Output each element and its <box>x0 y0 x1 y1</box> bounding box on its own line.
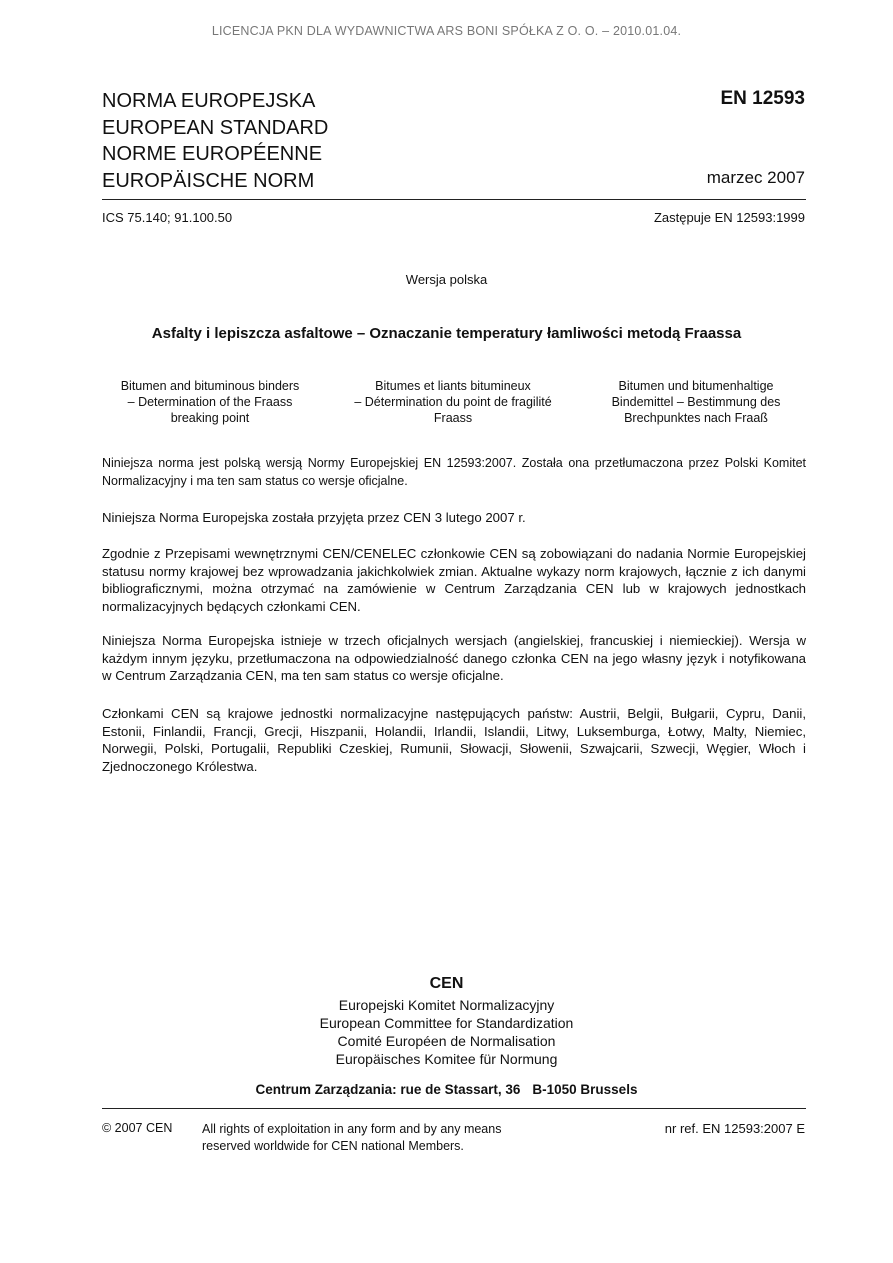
standard-name-fr: NORME EUROPÉENNE <box>102 143 323 165</box>
ics-codes: ICS 75.140; 91.100.50 <box>102 210 233 225</box>
paragraph-official-versions: Niniejsza Norma Europejska istnieje w trzech oficjalnych wersjach (angielskiej, francuskiej i niemieckiej). Wersja w każdym innym języku, przetłumaczona na odpowiedzialność danego członka CEN na jego własny język i notyfikowana w Centrum Zarządzania CEN, ma ten sam status co wersje oficjalne. <box>102 633 806 683</box>
paragraph-translation-note: Niniejsza norma jest polską wersją Normy Europejskiej EN 12593:2007. Została ona przetłumaczona przez Polski Komitet Normalizacyjny i ma ten sam status co wersje oficjalne. <box>102 456 806 488</box>
title-french <box>353 378 553 426</box>
cen-name-fr: Comité Européen de Normalisation <box>337 1033 556 1049</box>
title-fr-line: – Détermination du point de fragilité <box>354 395 552 409</box>
paragraph-approval: Niniejsza Norma Europejska została przyjęta przez CEN 3 lutego 2007 r. <box>102 510 526 525</box>
document-title: Asfalty i lepiszcza asfaltowe – Oznaczanie temperatury łamliwości metodą Fraassa <box>151 325 742 342</box>
cen-block <box>0 975 893 1068</box>
copyright: © 2007 CEN <box>102 1121 173 1135</box>
title-en-line: breaking point <box>170 411 250 425</box>
standard-number: EN 12593 <box>720 88 805 109</box>
title-de-line: Brechpunktes nach Fraaß <box>624 411 768 425</box>
license-banner: LICENCJA PKN DLA WYDAWNICTWA ARS BONI SPÓŁKA Z O. O. – 2010.01.04. <box>211 24 682 38</box>
cen-title: CEN <box>429 975 464 992</box>
title-english <box>110 378 310 426</box>
header-divider <box>102 199 806 200</box>
rights-notice <box>202 1121 542 1155</box>
paragraph-members: Członkami CEN są krajowe jednostki normalizacyjne następujących państw: Austrii, Belgii, Bułgarii, Cypru, Danii, Estonii, Finlandii, Francji, Grecji, Hiszpanii, Holandii, Irlandii, Islandii, Litwy, Luksemburga, Łotwy, Malty, Niemiec, Norwegii, Polski, Portugalii, Republiki Czeskiej, Rumunii, Słowacji, Słowenii, Szwajcarii, Szwecji, Węgier, Włoch i Zjednoczonego Królestwa. <box>102 706 806 774</box>
cen-name-en: European Committee for Standardization <box>319 1015 574 1031</box>
title-en-line: Bitumen and bituminous binders <box>120 379 300 393</box>
title-fr-line: Fraass <box>433 411 473 425</box>
title-de-line: Bindemittel – Bestimmung des <box>611 395 781 409</box>
version-label: Wersja polska <box>405 272 488 287</box>
address-city: B-1050 Brussels <box>532 1082 638 1097</box>
cen-address <box>0 1082 893 1097</box>
standard-name-de: EUROPÄISCHE NORM <box>102 169 315 192</box>
standard-name-en: EUROPEAN STANDARD <box>102 116 329 139</box>
title-de-line: Bitumen und bitumenhaltige <box>618 379 774 393</box>
title-fr-line: Bitumes et liants bitumineux <box>375 379 531 393</box>
address-street: Centrum Zarządzania: rue de Stassart, 36 <box>255 1082 521 1097</box>
publication-date: marzec 2007 <box>706 168 805 187</box>
rights-line: All rights of exploitation in any form and by any means <box>202 1122 502 1136</box>
title-en-line: – Determination of the Fraass <box>127 395 293 409</box>
cen-name-pl: Europejski Komitet Normalizacyjny <box>338 997 555 1013</box>
rights-line: reserved worldwide for CEN national Members. <box>202 1139 464 1153</box>
reference-number: nr ref. EN 12593:2007 E <box>664 1121 805 1136</box>
standard-names <box>102 88 328 194</box>
paragraph-national-status: Zgodnie z Przepisami wewnętrznymi CEN/CENELEC członkowie CEN są zobowiązani do nadania Normie Europejskiej statusu normy krajowej bez wprowadzania jakichkolwiek zmian. Aktualne wykazy norm krajowych, łącznie z ich danymi bibliograficznymi, można otrzymać na zamówienie w Centrum Zarządzania CEN lub w krajowych jednostkach normalizacyjnych będących członkami CEN. <box>102 546 806 614</box>
replaces-note: Zastępuje EN 12593:1999 <box>653 210 805 225</box>
standard-name-pl: NORMA EUROPEJSKA <box>102 90 316 112</box>
title-german <box>596 378 796 426</box>
cen-name-de: Europäisches Komitee für Normung <box>335 1051 558 1067</box>
footer-divider <box>102 1108 806 1109</box>
